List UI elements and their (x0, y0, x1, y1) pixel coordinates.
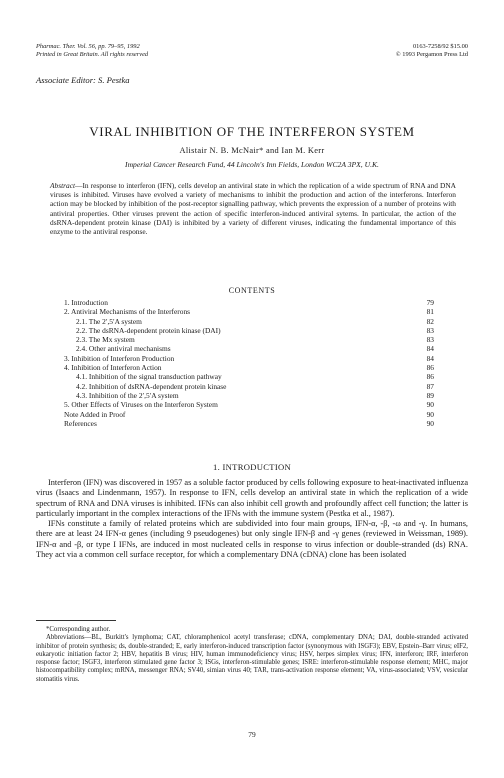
toc-entry-label: 2.4. Other antiviral mechanisms (76, 344, 171, 354)
contents-heading: CONTENTS (228, 286, 276, 295)
toc-entry-page: 83 (426, 335, 434, 345)
toc-entry-page: 81 (426, 307, 434, 317)
toc-entry-label: 5. Other Effects of Viruses on the Interferon System (64, 400, 218, 410)
toc-entry (64, 391, 434, 400)
toc-entry (64, 354, 434, 363)
abstract-label: Abstract (50, 181, 76, 190)
toc-entry (64, 410, 434, 419)
price-code: 0163-7258/92 $15.00 (412, 43, 468, 50)
section-heading-introduction: 1. INTRODUCTION (212, 462, 292, 472)
toc-entry (64, 317, 434, 326)
introduction-paragraph: IFNs constitute a family of related proteins which are subdivided into four main groups, IFN-α, -β, -ω and -γ. In humans, there are at least 24 IFN-α genes (including 9 pseudogenes) but only single IFN-β and -γ genes (reviewed in Weissman, 1989). IFN-α and -β, or type I IFNs, are induced in most nucleated cells in response to virus infection or double-stranded (ds) RNA. They act via a common cell surface receptor, for which a complementary DNA (cDNA) clone has been isolated (36, 519, 468, 560)
toc-entry (64, 335, 434, 344)
page-number: 79 (248, 730, 256, 739)
toc-entry-label: References (64, 418, 97, 428)
toc-entry (64, 372, 434, 381)
toc-entry (64, 419, 434, 428)
toc-entry-page: 86 (426, 363, 434, 373)
abstract-text: —In response to interferon (IFN), cells develop an antiviral state in which the replication of a wide spectrum of RNA and DNA viruses is inhibited. Viruses have evolved a variety of mechanisms to inhibit the production and action of the interferons. Interferon action may be blocked by inhibition of the post-receptor signalling pathway, which prevents the expression of a number of proteins with antiviral properties. Other viruses prevent the action of specific interferon-induced antiviral sytems. In particular, the action of the dsRNA-dependent protein kinase (DAI) is inhibited by a variety of different viruses, indicating the fundamental importance of this enzyme to the antiviral response. (50, 181, 456, 237)
toc-entry-label: Note Added in Proof (64, 409, 126, 419)
toc-entry-label: 1. Introduction (64, 298, 108, 307)
abbreviations-note: Abbreviations—BL, Burkitt's lymphoma; CAT, chloramphenicol acetyl transferase; cDNA, complementary DNA; DAI, double-stranded activated inhibitor of protein synthesis; ds, double-stranded; E, early interferon-induced transcription factor (synonymous with ISGF3); EBV, Epstein–Barr virus; eIF2, eukaryotic initiation factor 2; HBV, hepatitis B virus; HIV, human immunodeficiency virus; HSV, herpes simplex virus; IFN, interferon; IRF, interferon response factor; ISGF3, interferon stimulated gene factor 3; ISGs, interferon-stimulable genes; ISRE: interferon-stimulable response element; MHC, major histocompatibility complex; mRNA, messenger RNA; SV40, simian virus 40; TAR, trans-activation response element; VA, virus-associated; VSV, vesicular stomatitis virus. (36, 634, 468, 683)
author-affiliation: Imperial Cancer Research Fund, 44 Lincoln's Inn Fields, London WC2A 3PX, U.K. (125, 160, 379, 169)
toc-entry-page: 90 (426, 409, 434, 419)
toc-entry (64, 326, 434, 335)
toc-entry-label: 4.3. Inhibition of the 2′,5′A system (76, 390, 179, 400)
toc-entry-page: 89 (426, 390, 434, 400)
introduction-paragraph: Interferon (IFN) was discovered in 1957 as a soluble factor produced by cells following exposure to heat-inactivated influenza virus (Isaacs and Lindenmann, 1957). In response to IFN, cells develop an antiviral state in which the replication of a wide spectrum of RNA and DNA viruses is inhibited. IFNs can also inhibit cell growth and profoundly affect cell function; the latter is particularly important in the complex interactions of the IFNs with the immune system (Pestka et al., 1987). (36, 478, 469, 518)
toc-entry-page: 84 (426, 353, 434, 363)
toc-entry-page: 87 (426, 381, 434, 391)
toc-entry-label: 2.3. The Mx system (76, 335, 135, 345)
table-of-contents (64, 298, 434, 428)
toc-entry (64, 298, 434, 307)
toc-entry (64, 363, 434, 372)
toc-entry-label: 2. Antiviral Mechanisms of the Interferons (64, 307, 191, 317)
author-list: Alistair N. B. McNair* and Ian M. Kerr (179, 146, 325, 155)
abstract (50, 181, 456, 236)
toc-entry (64, 344, 434, 353)
journal-header (36, 43, 148, 59)
toc-entry-page: 90 (426, 400, 434, 410)
toc-entry (64, 382, 434, 391)
toc-entry-label: 4.1. Inhibition of the signal transduction pathway (76, 372, 222, 382)
footnote-rule (36, 620, 116, 621)
toc-entry-label: 4.2. Inhibition of dsRNA-dependent protein kinase (76, 381, 227, 391)
associate-editor: Associate Editor: S. Pestka (36, 75, 130, 85)
publisher-header (396, 43, 468, 59)
toc-entry-page: 79 (426, 298, 434, 307)
toc-entry-page: 84 (426, 344, 434, 354)
toc-entry (64, 400, 434, 409)
toc-entry (64, 307, 434, 316)
print-notice: Printed in Great Britain. All rights reserved (36, 51, 149, 58)
toc-entry-label: 2.2. The dsRNA-dependent protein kinase (DAI) (76, 325, 221, 335)
corresponding-author-note: *Corresponding author. (46, 626, 111, 633)
footnotes (36, 626, 468, 684)
toc-entry-page: 82 (426, 316, 434, 326)
introduction-body (36, 478, 468, 560)
toc-entry-page: 83 (426, 325, 434, 335)
toc-entry-label: 4. Inhibition of Interferon Action (64, 363, 162, 373)
journal-citation: Pharmac. Ther. Vol. 56, pp. 79–95, 1992 (36, 43, 140, 50)
toc-entry-label: 2.1. The 2′,5′A system (76, 316, 142, 326)
toc-entry-page: 90 (426, 418, 434, 428)
paper-title: VIRAL INHIBITION OF THE INTERFERON SYSTEM (89, 124, 415, 139)
copyright-line: © 1993 Pergamon Press Ltd (395, 51, 468, 58)
toc-entry-label: 3. Inhibition of Interferon Production (64, 353, 175, 363)
toc-entry-page: 86 (426, 372, 434, 382)
